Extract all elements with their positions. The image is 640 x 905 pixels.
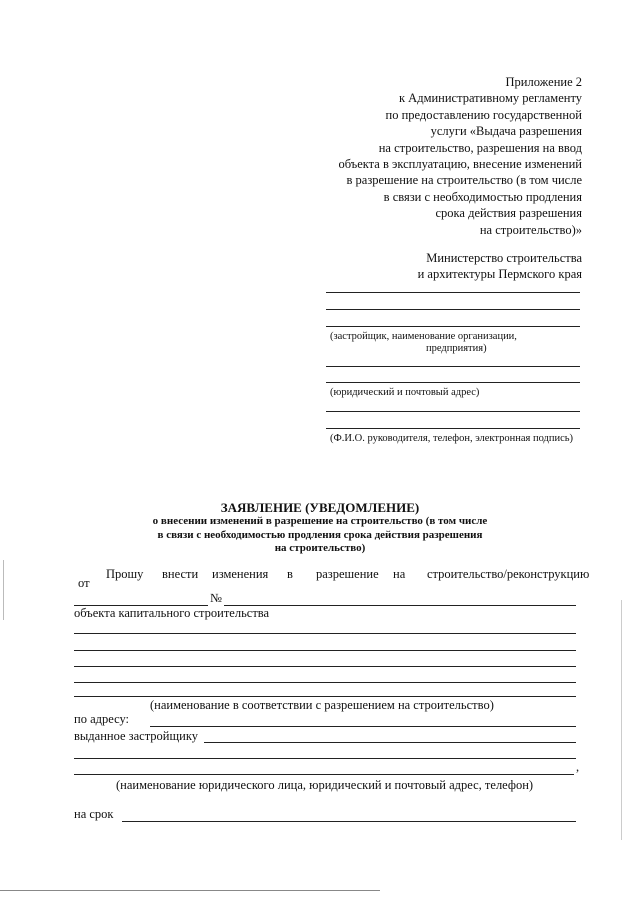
object-name-caption: (наименование в соответствии с разрешением на строительство) <box>150 698 494 712</box>
developer-fill-line[interactable] <box>326 309 580 310</box>
subtitle-line: на строительство) <box>274 542 366 554</box>
scan-edge-mark <box>621 600 622 840</box>
head-fill-line[interactable] <box>326 411 580 412</box>
request-word: изменения <box>212 567 269 581</box>
addressee-line: и архитектуры Пермского края <box>417 267 582 281</box>
document-subtitle <box>80 515 560 556</box>
addressee-line: Министерство строительства <box>426 251 582 265</box>
annex-header <box>282 74 582 238</box>
head-caption: (Ф.И.О. руководителя, телефон, электронная подпись) <box>330 433 574 444</box>
request-word: на <box>393 567 406 581</box>
request-word: строительство/реконструкцию <box>427 567 590 581</box>
annex-line: услуги «Выдача разрешения <box>430 124 582 139</box>
request-word: Прошу <box>106 567 144 581</box>
annex-line: срока действия разрешения <box>435 206 582 221</box>
object-fill-line[interactable] <box>74 696 576 697</box>
issued-to-label: выданное застройщику <box>74 729 198 743</box>
head-fill-line[interactable] <box>326 428 580 429</box>
address-caption: (юридический и почтовый адрес) <box>330 387 480 398</box>
developer-info-fill-line[interactable] <box>74 758 576 759</box>
annex-line: на строительство, разрешения на ввод <box>378 140 582 155</box>
developer-caption: предприятия) <box>426 343 487 354</box>
object-address-fill-line[interactable] <box>150 726 576 727</box>
line-end-comma: , <box>576 760 580 774</box>
developer-fill-line[interactable] <box>326 326 580 327</box>
request-word: разрешение <box>316 567 379 581</box>
document-title: ЗАЯВЛЕНИЕ (УВЕДОМЛЕНИЕ) <box>220 500 420 515</box>
address-fill-line[interactable] <box>326 366 580 367</box>
developer-info-fill-line[interactable] <box>74 774 574 775</box>
object-label: объекта капитального строительства <box>74 606 270 620</box>
object-fill-line[interactable] <box>74 682 576 683</box>
request-word: внести <box>162 567 199 581</box>
number-sign: № <box>210 591 222 605</box>
developer-name-fill-line[interactable] <box>204 742 576 743</box>
subtitle-line: о внесении изменений в разрешение на строительство (в том числе <box>152 515 488 527</box>
developer-fill-line[interactable] <box>326 292 580 293</box>
term-fill-line[interactable] <box>122 821 576 822</box>
object-fill-line[interactable] <box>74 633 576 634</box>
annex-line: к Административному регламенту <box>398 91 582 106</box>
object-fill-line[interactable] <box>74 650 576 651</box>
term-label: на срок <box>74 807 114 821</box>
address-label: по адресу: <box>74 712 130 726</box>
annex-line: на строительство)» <box>479 222 582 237</box>
scan-bottom-line <box>0 890 380 891</box>
developer-caption: (застройщик, наименование организации, <box>330 331 517 342</box>
permit-number-fill-line[interactable] <box>224 605 576 606</box>
legal-entity-caption: (наименование юридического лица, юридический и почтовый адрес, телефон) <box>116 778 534 792</box>
annex-line: в связи с необходимостью продления <box>383 189 582 204</box>
scan-edge-mark <box>3 560 4 620</box>
annex-line: объекта в эксплуатацию, внесение изменений <box>338 157 582 172</box>
annex-line: по предоставлению государственной <box>385 107 582 122</box>
annex-line: в разрешение на строительство (в том числе <box>346 173 582 188</box>
address-fill-line[interactable] <box>326 382 580 383</box>
object-fill-line[interactable] <box>74 666 576 667</box>
subtitle-line: в связи с необходимостью продления срока действия разрешения <box>157 528 483 541</box>
addressee-block <box>418 250 582 282</box>
from-label: от <box>78 576 90 590</box>
request-word: в <box>287 567 293 581</box>
annex-line: Приложение 2 <box>505 75 582 89</box>
